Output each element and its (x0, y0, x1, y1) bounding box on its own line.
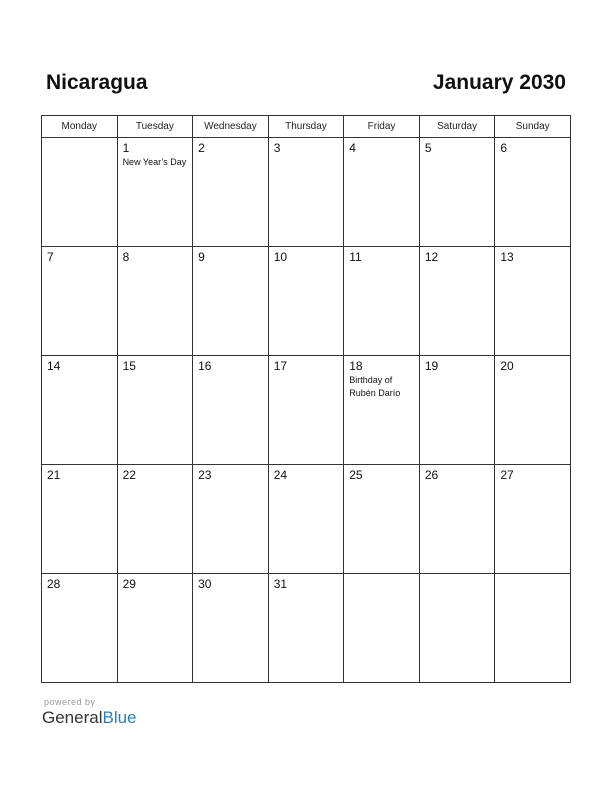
holiday-label (269, 591, 344, 592)
holiday-label (269, 373, 344, 374)
holiday-label (42, 141, 117, 142)
day-cell (419, 247, 495, 356)
holiday-label (420, 482, 495, 483)
holiday-label (118, 482, 193, 483)
day-cell (193, 247, 269, 356)
holiday-label (420, 264, 495, 265)
week-row (42, 465, 571, 574)
day-cell (344, 574, 420, 683)
day-cell (495, 138, 571, 247)
day-number: 12 (424, 250, 439, 264)
day-number: 5 (424, 141, 432, 155)
day-cell (344, 247, 420, 356)
day-number: 6 (500, 141, 508, 155)
day-cell (117, 465, 193, 574)
generalblue-logo[interactable] (42, 708, 137, 728)
day-cell (268, 138, 344, 247)
day-number: 18 (349, 359, 363, 373)
holiday-label (42, 373, 117, 374)
holiday-label (344, 264, 419, 265)
holiday-label (344, 577, 419, 578)
day-cell (193, 138, 269, 247)
day-cell (268, 465, 344, 574)
day-number: 7 (47, 250, 54, 264)
day-cell (42, 465, 118, 574)
day-number: 9 (198, 250, 205, 264)
holiday-label (344, 482, 419, 483)
holiday-label (420, 373, 495, 374)
country-title: Nicaragua (46, 71, 148, 94)
day-number: 10 (273, 250, 288, 264)
holiday-label (495, 373, 570, 374)
holiday-label (193, 482, 268, 483)
day-cell (193, 574, 269, 683)
week-row (42, 574, 571, 683)
day-cell (268, 574, 344, 683)
day-number: 11 (349, 250, 362, 264)
day-number: 26 (424, 468, 439, 482)
day-number: 4 (349, 141, 356, 155)
day-number: 8 (122, 250, 130, 264)
day-number: 23 (198, 468, 212, 482)
day-number: 17 (273, 359, 288, 373)
holiday-label (193, 373, 268, 374)
day-number: 21 (47, 468, 61, 482)
day-number: 1 (122, 141, 130, 155)
day-cell (193, 356, 269, 465)
day-cell (268, 247, 344, 356)
holiday-label: New Year’s Day (122, 157, 187, 167)
day-number: 14 (47, 359, 61, 373)
day-number: 28 (47, 577, 61, 591)
weekday-header: Saturday (419, 116, 495, 138)
holiday-label (193, 591, 268, 592)
day-number: 15 (122, 359, 136, 373)
holiday-label (495, 577, 570, 578)
holiday-label (193, 155, 268, 156)
day-cell (495, 574, 571, 683)
holiday-label (495, 264, 570, 265)
day-cell (117, 247, 193, 356)
day-cell (117, 574, 193, 683)
day-cell (419, 465, 495, 574)
weekday-header: Wednesday (193, 116, 269, 138)
day-cell (117, 138, 193, 247)
holiday-label (42, 482, 117, 483)
brand-name-general: General (42, 708, 103, 727)
day-cell (42, 574, 118, 683)
day-number: 30 (198, 577, 212, 591)
day-cell (344, 138, 420, 247)
weekday-header-row (42, 116, 571, 138)
day-cell (42, 138, 118, 247)
holiday-label (495, 482, 570, 483)
holiday-label (269, 482, 344, 483)
day-cell (419, 356, 495, 465)
holiday-label (269, 264, 344, 265)
brand-name-blue: Blue (102, 708, 137, 727)
day-cell (42, 356, 118, 465)
day-number: 13 (500, 250, 514, 264)
holiday-label (420, 577, 495, 578)
day-cell (495, 356, 571, 465)
holiday-label (495, 155, 570, 156)
day-cell (117, 356, 193, 465)
day-cell (419, 138, 495, 247)
day-cell (42, 247, 118, 356)
holiday-label (344, 155, 419, 156)
month-year-title: January 2030 (432, 71, 566, 94)
holiday-label (42, 591, 117, 592)
holiday-label (118, 264, 193, 265)
day-number: 2 (198, 141, 205, 155)
powered-by-text: powered by (44, 697, 96, 707)
day-cell (495, 465, 571, 574)
weekday-header: Tuesday (117, 116, 193, 138)
holiday-label (42, 264, 117, 265)
day-number: 19 (424, 359, 439, 373)
week-row (42, 247, 571, 356)
holiday-label (269, 155, 344, 156)
day-number: 24 (273, 468, 288, 482)
holiday-label (118, 373, 193, 374)
weekday-header: Friday (344, 116, 420, 138)
holiday-label (193, 264, 268, 265)
day-number: 20 (500, 359, 514, 373)
day-number: 22 (122, 468, 136, 482)
week-row (42, 356, 571, 465)
day-cell (495, 247, 571, 356)
day-number: 27 (500, 468, 514, 482)
holiday-label: Birthday of Rubén Darío (349, 375, 401, 398)
weekday-header: Sunday (495, 116, 571, 138)
day-number: 31 (273, 577, 288, 591)
holiday-label (420, 155, 495, 156)
weekday-header: Thursday (268, 116, 344, 138)
day-number: 29 (122, 577, 136, 591)
weekday-header: Monday (42, 116, 118, 138)
day-cell (193, 465, 269, 574)
day-number: 16 (198, 359, 212, 373)
day-number: 3 (273, 141, 281, 155)
holiday-label (118, 591, 193, 592)
day-cell (268, 356, 344, 465)
day-number: 25 (349, 468, 363, 482)
day-cell (344, 465, 420, 574)
day-cell (344, 356, 420, 465)
calendar-grid (41, 115, 571, 683)
day-cell (419, 574, 495, 683)
week-row (42, 138, 571, 247)
